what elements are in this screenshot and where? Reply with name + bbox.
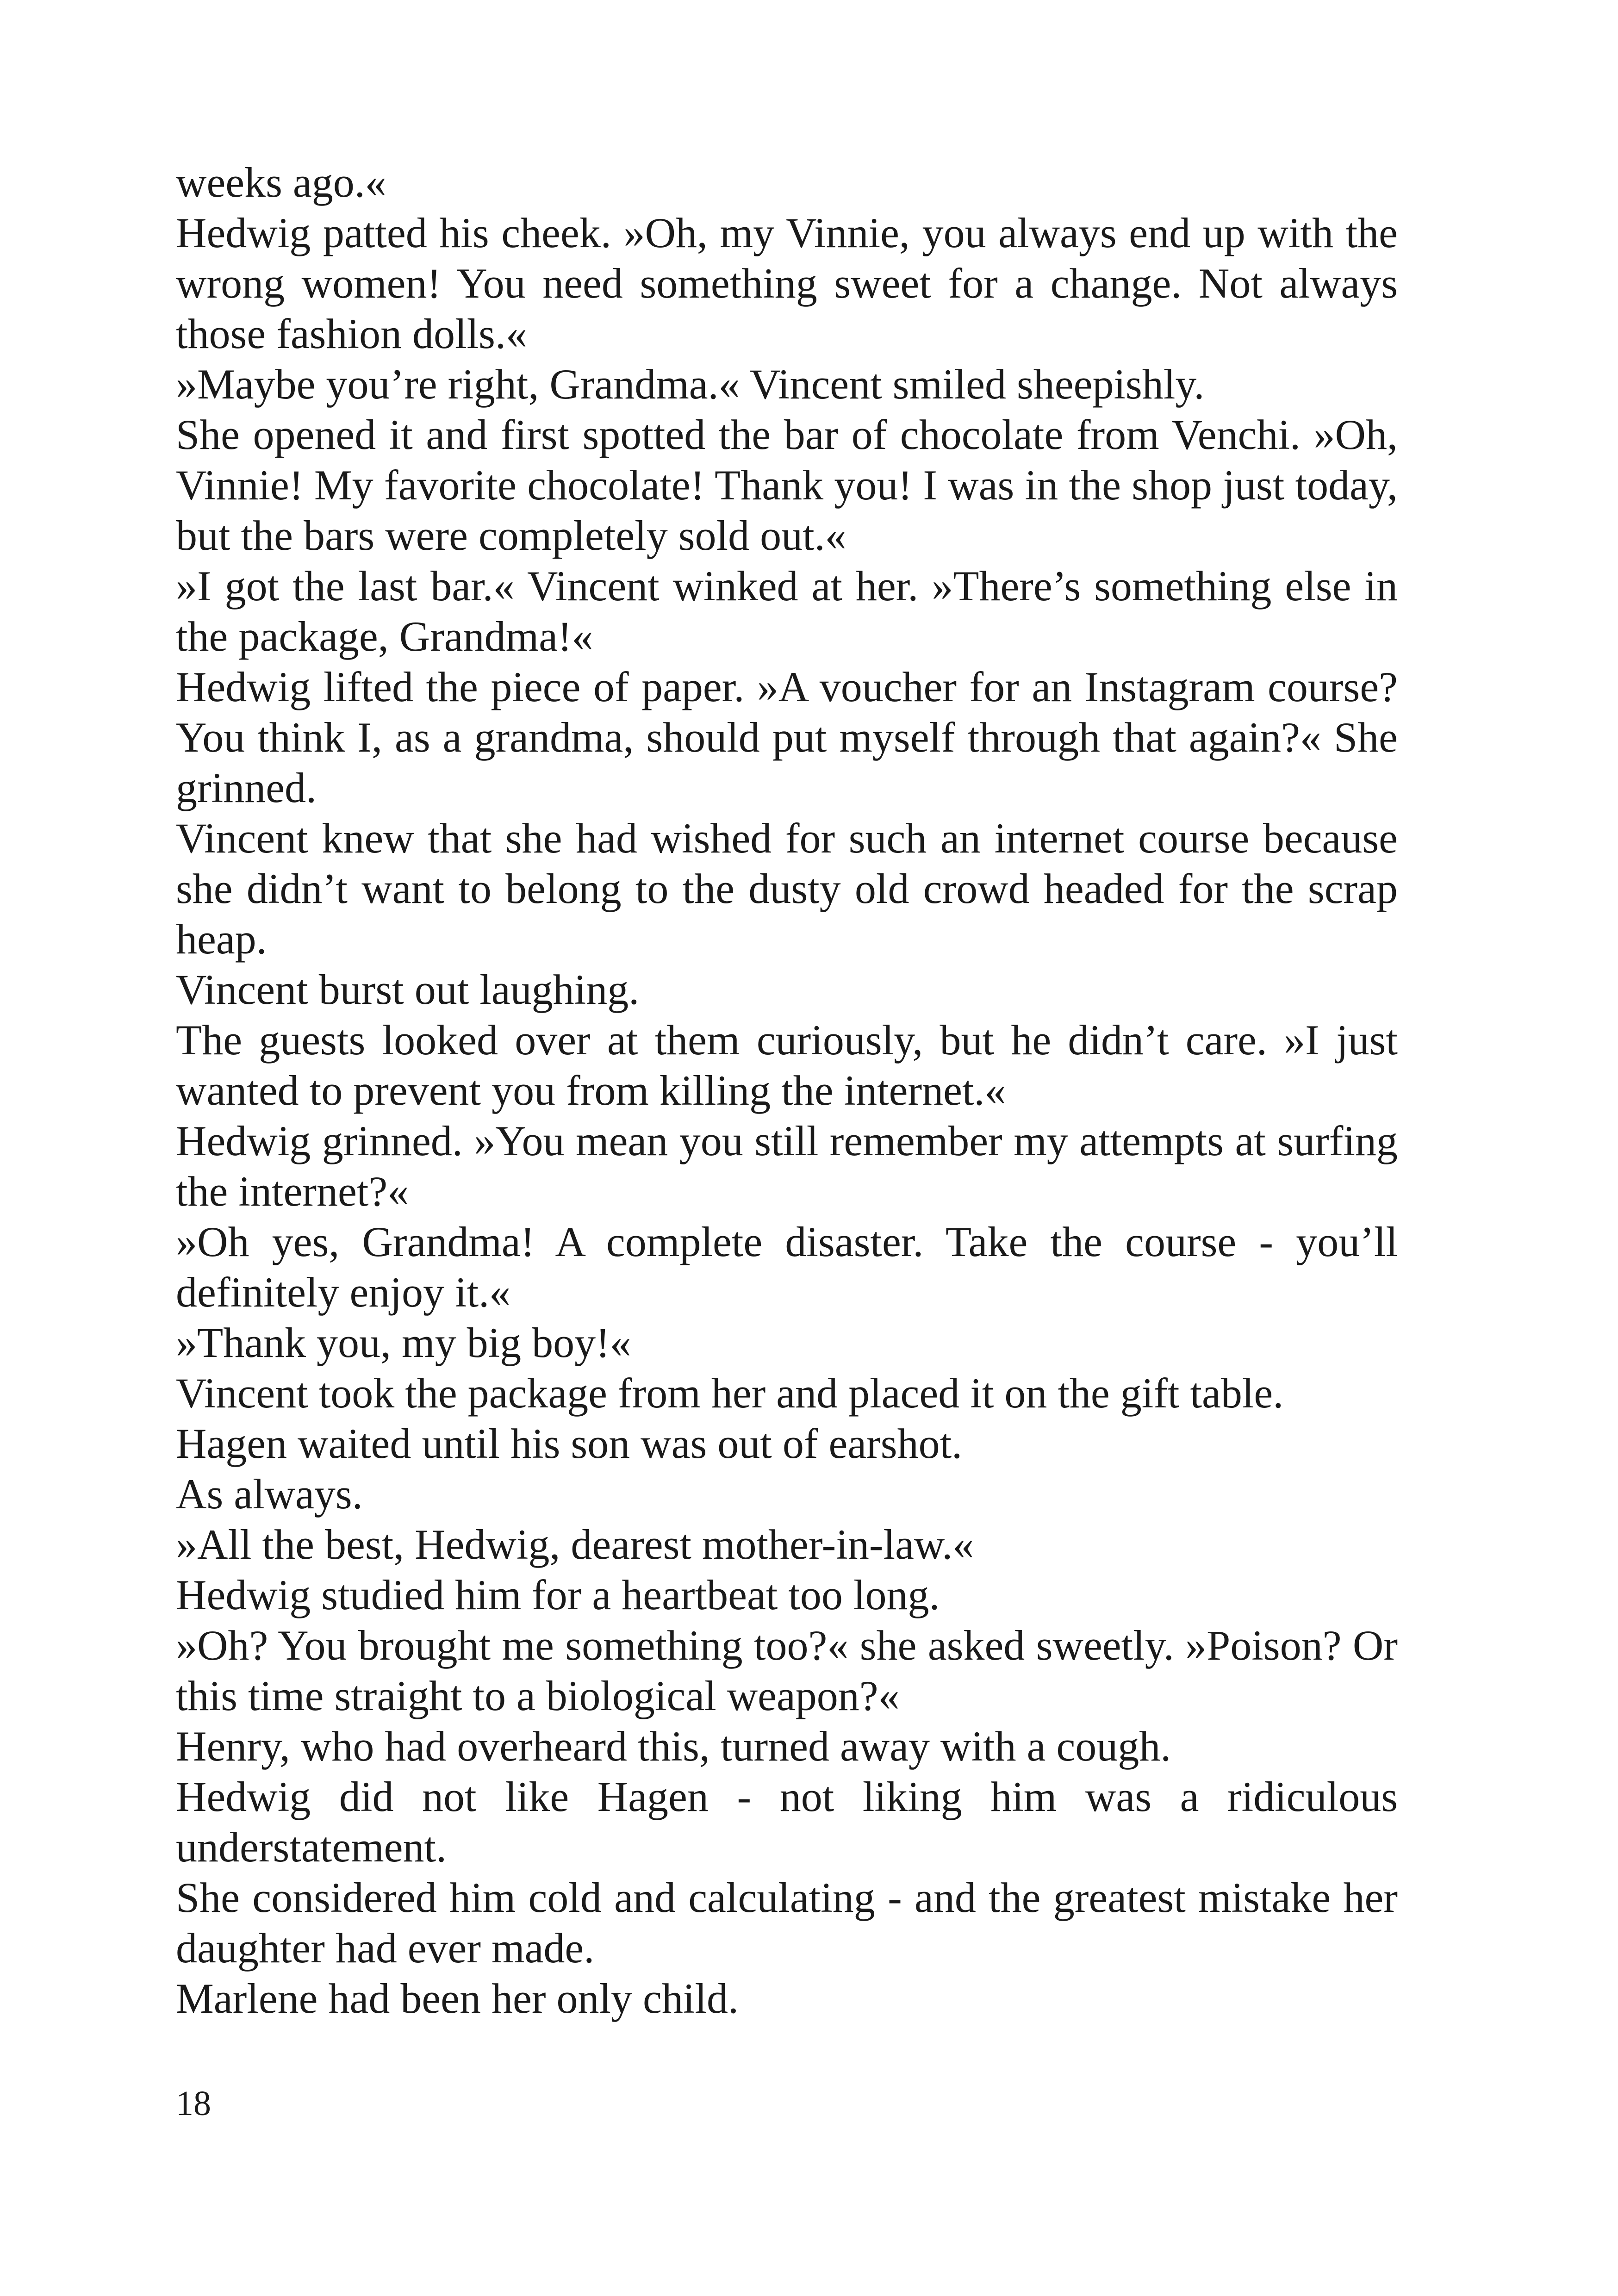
paragraph: Hedwig patted his cheek. »Oh, my Vinnie, you always end up with the wrong women! You need something sweet for a change. Not always those fashion dolls.« xyxy=(176,209,1398,357)
paragraph: »Maybe you’re right, Grandma.« Vincent smiled sheepishly. xyxy=(176,361,1205,408)
page-number: 18 xyxy=(176,2084,211,2123)
paragraph: Hedwig studied him for a heartbeat too long. xyxy=(176,1571,940,1618)
paragraph: She considered him cold and calculating - and the greatest mistake her daughter had ever made. xyxy=(176,1874,1398,1972)
paragraph: The guests looked over at them curiously, but he didn’t care. »I just wanted to prevent you from killing the internet.« xyxy=(176,1016,1398,1114)
paragraph: Vincent burst out laughing. xyxy=(176,966,640,1013)
paragraph: »I got the last bar.« Vincent winked at her. »There’s something else in the package, Grandma!« xyxy=(176,562,1398,660)
paragraph: weeks ago.« xyxy=(176,159,386,206)
paragraph: Hedwig did not like Hagen - not liking him was a ridiculous understatement. xyxy=(176,1773,1398,1871)
paragraph: She opened it and first spotted the bar of chocolate from Venchi. »Oh, Vinnie! My favorite chocolate! Thank you! I was in the shop just today, but the bars were completely sold out.« xyxy=(176,411,1398,559)
paragraph: Marlene had been her only child. xyxy=(176,1975,739,2022)
paragraph: »Thank you, my big boy!« xyxy=(176,1319,631,1366)
paragraph: Hedwig grinned. »You mean you still remember my attempts at surfing the internet?« xyxy=(176,1117,1398,1215)
body-text xyxy=(176,157,1398,2024)
paragraph: Hedwig lifted the piece of paper. »A voucher for an Instagram course? You think I, as a grandma, should put myself through that again?« She grinned. xyxy=(176,663,1398,811)
paragraph: »Oh? You brought me something too?« she asked sweetly. »Poison? Or this time straight to a biological weapon?« xyxy=(176,1622,1398,1719)
paragraph: Vincent knew that she had wished for such an internet course because she didn’t want to belong to the dusty old crowd headed for the scrap heap. xyxy=(176,815,1398,963)
paragraph: As always. xyxy=(176,1470,363,1518)
paragraph: »Oh yes, Grandma! A complete disaster. Take the course - you’ll definitely enjoy it.« xyxy=(176,1218,1398,1316)
paragraph: Vincent took the package from her and placed it on the gift table. xyxy=(176,1369,1284,1417)
paragraph: Henry, who had overheard this, turned away with a cough. xyxy=(176,1723,1171,1770)
paragraph: Hagen waited until his son was out of earshot. xyxy=(176,1420,963,1467)
paragraph: »All the best, Hedwig, dearest mother-in-law.« xyxy=(176,1521,974,1568)
